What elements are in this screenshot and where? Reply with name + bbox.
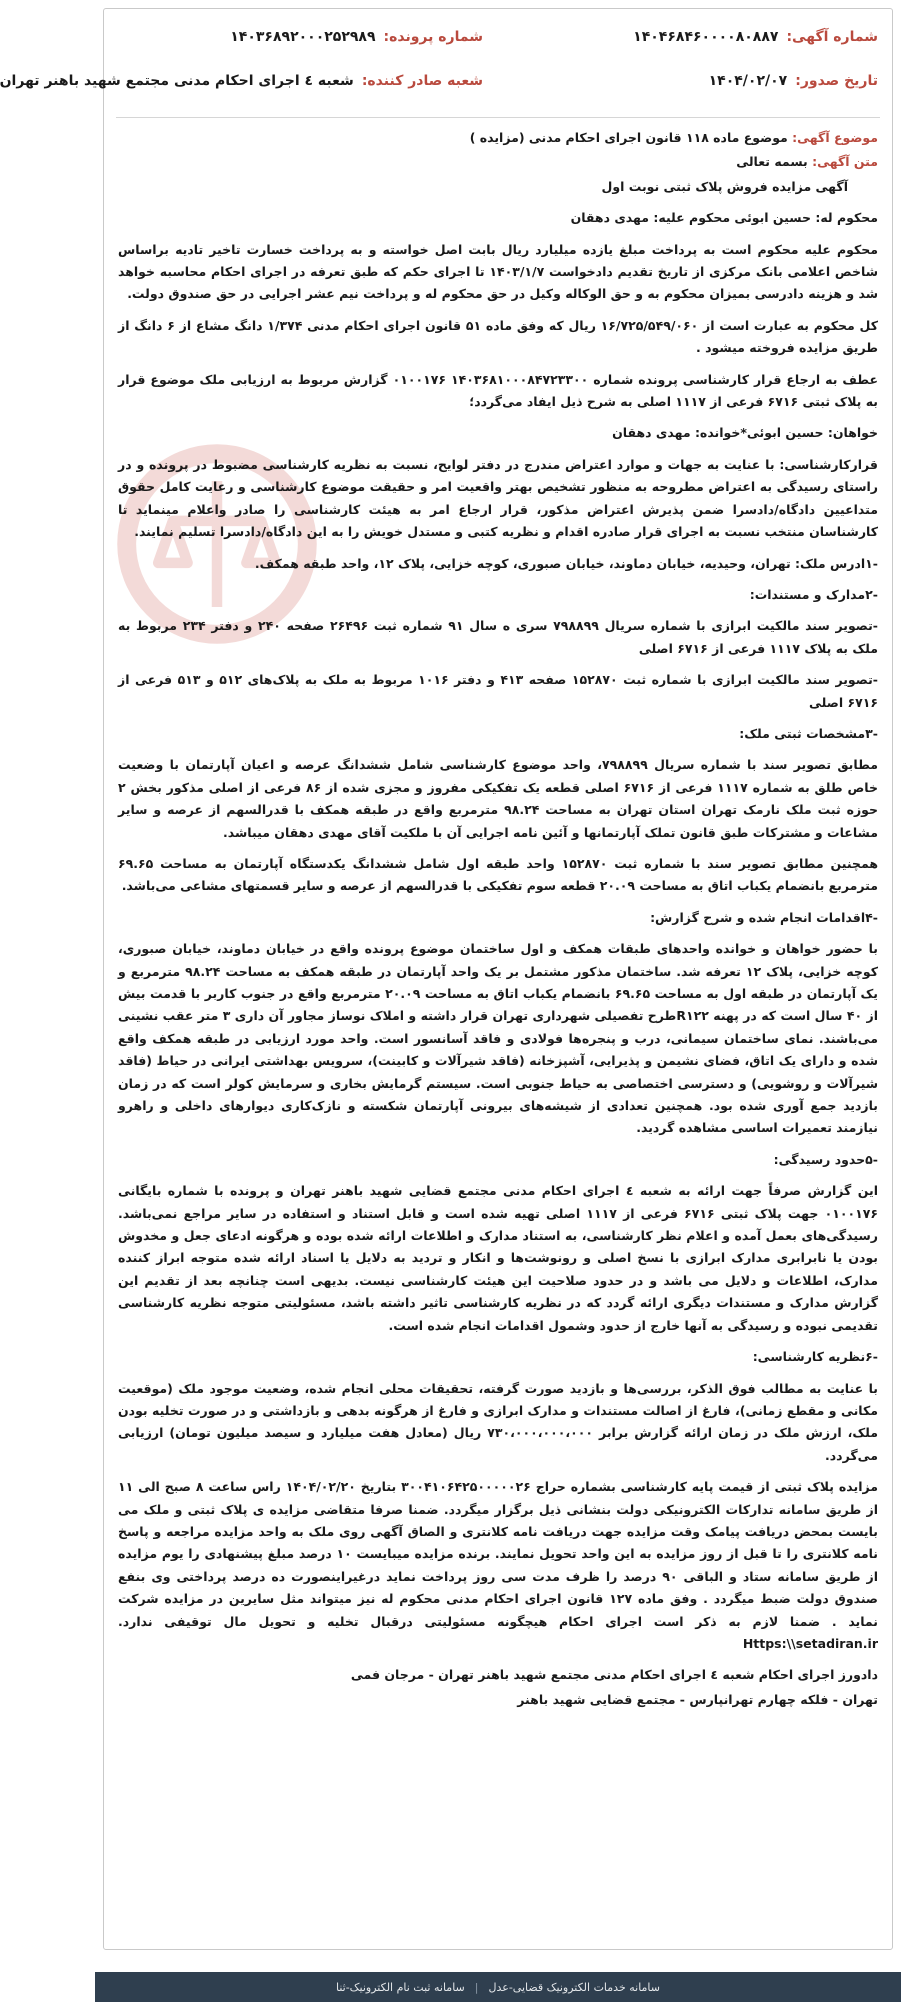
paragraph-inspection: با حضور خواهان و خوانده واحدهای طبقات همکف و اول ساختمان موضوع پرونده واقع در خیابان دماوند، خیابان صبوری، کوچه خزایی، پلاک ۱۲ تعرفه شد. ساختمان مذکور مشتمل بر یک واحد آپارتمان در طبقه همکف به مساحت ۹۸.۲۴ مترمربع و یک آپارتمان در طبقه اول به مساحت ۶۹.۶۵ بانضمام یکباب اتاق به مساحت ۲۰.۰۹ مترمربع واقع در جنوب کاربر با قدمت بیش از ۴۰ سال است که در پهنه R۱۲۲طرح تفصیلی شهرداری تهران قرار داشته و املاک نوساز مجاور آن داری ۳ متر عقب نشینی می‌باشند. نمای ساختمان سیمانی، درب و پنجره‌ها فولادی و فاقد آسانسور است. واحد مورد ارزیابی در طبقه همکف واقع شده و دارای یک اتاق، فضای نشیمن و پذیرایی، آشپزخانه (فاقد شیرآلات و کابینت)، سرویس بهداشتی ایرانی در حیاط (فاقد شیرآلات و روشویی) و دسترسی اختصاصی به حیاط جنوبی است. سیستم گرمایش بخاری و سرمایش کولر است که در زمان بازدید جمع آوری شده بود. همچنین تعدادی از شیشه‌های بیرونی آپارتمان شکسته و نازک‌کاری دیوارهای داخلی و راهرو نیازمند تعمیرات اساسی مشاهده گردید. (118, 941, 878, 1136)
paragraph-deed-2: -تصویر سند مالکیت ابرازی با شماره ثبت ۱۵۲۸۷۰ صفحه ۴۱۳ و دفتر ۱۰۱۶ مربوط به ملک به پلاک‌های ۵۱۲ و ۵۱۳ فرعی از ۶۷۱۶ اصلی (118, 672, 878, 710)
section-documents: -۲مدارک و مستندات: (749, 586, 878, 602)
paragraph-registry-2: همچنین مطابق تصویر سند با شماره ثبت ۱۵۲۸۷۰ واحد طبقه اول شامل ششدانگ یکدستگاه آپارتمان به مساحت ۶۹.۶۵ مترمربع بانضمام یکباب اتاق به مساحت ۲۰.۰۹ قطعه سوم تفکیکی با قدرالسهم از عرصه و سایر قسمتهای مشاعی می‌باشد. (118, 855, 878, 894)
notice-heading: آگهی مزایده فروش پلاک ثبتی نوبت اول (601, 178, 848, 194)
signature-line: دادورز اجرای احکام شعبه ٤ اجرای احکام مدنی مجتمع شهید باهنر تهران - مرجان فمی (350, 1667, 878, 1683)
notice-card (0, 8, 893, 1950)
paragraph-parties: خواهان: حسین ابوئی*خوانده: مهدی دهقان (612, 425, 878, 441)
section-registry: -۳مشخصات ثبتی ملک: (739, 725, 878, 741)
subject-line: موضوع آگهی: موضوع ماده ۱۱۸ قانون اجرای احکام مدنی (مزایده ) (469, 130, 878, 145)
paragraph-expert-referral: عطف به ارجاع قرار کارشناسی پرونده شماره ۱۴۰۳۶۸۱۰۰۰۸۴۷۲۳۳۰۰ ۰۱۰۰۱۷۶ گزارش مربوط به ارزیابی ملک موضوع قرار به پلاک ثبتی ۶۷۱۶ فرعی از ۱۱۱۷ اصلی به شرح ذیل ایفاد می‌گردد؛ (118, 371, 878, 410)
case-number: شماره پرونده: ۱۴۰۳۶۸۹۲۰۰۰۲۵۲۹۸۹ (230, 29, 483, 45)
ad-number: شماره آگهی: ۱۴۰۴۶۸۴۶۰۰۰۰۸۰۸۸۷ (633, 29, 878, 45)
paragraph-scope: این گزارش صرفاً جهت ارائه به شعبه ٤ اجرای احکام مدنی مجتمع قضایی شهید باهنر تهران و پرونده با شماره بایگانی ۰۱۰۰۱۷۶ جهت پلاک ثبتی ۶۷۱۶ فرعی از ۱۱۱۷ اصلی تهیه شده است و قابل استناد و استفاده در سایر مراجع نمی‌باشد. رسیدگی‌های بعمل آمده و اعلام نظر کارشناسی، به استناد مدارک و اطلاعات ارائه شده بوده و هرگونه ادعای جعل و مخدوش بودن یا نابرابری مدارک ابرازی با نسخ اصلی و رونوشت‌ها و انکار و تردید به دلایل یا اسناد ارائه شده متوجه ابراز کننده مدارک، اطلاعات و دلایل می باشد و در حدود صلاحیت این هیئت کارشناسی نیست. بدیهی است چنانچه بعد از تقدیم این گزارش مدارک و مستندات دیگری ارائه گردد که در نظریه کارشناسی تاثیر داشته باشد، مسئولیتی متوجه نظریه کارشناسی تقدیمی نبوده و رسیدگی به آنها خارج از حدود وشمول اقدامات انجام شده است. (118, 1183, 878, 1333)
footer-link-adl[interactable]: سامانه خدمات الکترونیک قضایی-عدل (488, 1980, 661, 1994)
text-label-line: متن آگهی: بسمه تعالی (736, 154, 878, 170)
section-opinion: -۶نظریه کارشناسی: (752, 1349, 878, 1365)
paragraph-total-amount: کل محکوم به عبارت است از ۱۶/۷۲۵/۵۴۹/۰۶۰ ریال که وفق ماده ۵۱ قانون اجرای احکام مدنی ۱/۳۷۴ دانگ مشاع از ۶ دانگ از طریق مزایده فروخته میشود . (118, 317, 878, 356)
issue-date: تاریخ صدور: ۱۴۰۴/۰۲/۰۷ (708, 73, 878, 89)
section-actions: -۴اقدامات انجام شده و شرح گزارش: (650, 909, 878, 925)
issuing-branch: شعبه صادر کننده: شعبه ٤ اجرای احکام مدنی مجتمع شهید باهنر تهران (0, 73, 483, 89)
address-line: تهران - فلکه چهارم تهرانپارس - مجتمع قضایی شهید باهنر (517, 1691, 878, 1707)
setadiran-link[interactable]: Https:\\setadiran.ir (742, 1635, 878, 1651)
parties-line: محکوم له: حسین ابوئی محکوم علیه: مهدی دهقان (570, 210, 878, 226)
notice-body (118, 127, 878, 1720)
paragraph-judgment: محکوم علیه محکوم است به پرداخت مبلغ یازده میلیارد ریال بابت اصل خواسته و به پرداخت خسارت تاخیر تادیه براساس شاخص اعلامی بانک مرکزی از تاریخ تقدیم دادخواست ۱۴۰۳/۱/۷ تا اجرای حکم که طبق تعرفه در اجرای احکام محاسبه خواهد شد و هزینه دادرسی بمیزان محکوم به و حق الوکاله وکیل در حق محکوم له و پرداخت نیم عشر اجرایی در حق صندوق دولت. (118, 241, 878, 302)
paragraph-expert-order: قرارکارشناسی: با عنایت به جهات و موارد اعتراض مندرج در دفتر لوایح، نسبت به نظریه کارشناسی مضبوط در پرونده و در راستای رسیدگی به اعتراض مطروحه به منظور تشخیص بهتر واقعیت امر و حقیقت موضوع کارشناسی و رعایت کامل حقوق متداعیین دادگاه/دادسرا ضمن پذیرش اعتراض مذکور، قرار ارجاع امر به هیئت کارشناسی را صادر واعلام مینماید تا کارشناسان منتخب نسبت به اجرای قرار صادره اقدام و نظریه کتبی و مستدل خویش را به این دادگاه/دادسرا تسلیم نمایند. (118, 456, 878, 540)
paragraph-valuation: با عنایت به مطالب فوق الذکر، بررسی‌ها و بازدید صورت گرفته، تحقیقات محلی انجام شده، وضعیت موجود ملک (موقعیت مکانی و مقطع زمانی)، فارغ از اصالت مستندات و مدارک ابرازی و فارغ از هرگونه بدهی و بازداشتی و در صورت تخلیه بودن ملک، ارزش ملک در زمان ارائه گزارش برابر ۷۳۰،۰۰۰،۰۰۰،۰۰۰ ریال (معادل هفت میلیارد و سیصد میلیون تومان) ارزیابی می‌گردد. (118, 1380, 878, 1463)
paragraph-address: -۱ادرس ملک: تهران، وحیدیه، خیابان دماوند، خیابان صبوری، کوچه خزایی، پلاک ۱۲، واحد طبقه همکف. (254, 555, 878, 571)
site-footer: سامانه خدمات الکترونیک قضایی-عدل | سامانه ثبت نام الکترونیک-ثنا (95, 1972, 901, 2002)
header-divider (116, 117, 880, 118)
paragraph-auction-terms: مزایده پلاک ثبتی از قیمت پایه کارشناسی بشماره حراج ۳۰۰۴۱۰۶۴۲۵۰۰۰۰۰۲۶ بتاریخ ۱۴۰۴/۰۲/۲۰ راس ساعت ۸ صبح الی ۱۱ از طریق سامانه تدارکات الکترونیکی دولت بنشانی ذیل برگزار میگردد. ضمنا صرفا متقاضی مزایده ی پلاک ثبتی و ملک می بایست بمحض دریافت پیامک وقت مزایده جهت دریافت نامه کلانتری و الصاق آگهی روی ملک به واحد مزایده مراجعه و پاسخ نامه کلانتری را تا قبل از روز مزایده به این واحد تحویل نمایند. برنده مزایده میبایست ۱۰ درصد مبلغ پیشنهادی را یوم مزایده از طریق سامانه ستاد و الباقی ۹۰ درصد را ظرف مدت سی روز پرداخت نماید درغیراینصورت ده درصد پرداختی وی بنفع صندوق دولت ضبط میگردد . وفق ماده ۱۲۷ قانون اجرای احکام مدنی محکوم له نیز میتواند مثل سایرین در مزایده شرکت نماید . ضمنا لازم به ذکر است اجرای احکام هیچگونه مسئولیتی درقبال تخلیه و تحویل مال توقیفی ندارد. Https:\\setadiran.ir (118, 1479, 878, 1651)
notice-header (0, 29, 878, 129)
paragraph-registry-1: مطابق تصویر سند با شماره سریال ۷۹۸۸۹۹، واحد موضوع کارشناسی شامل ششدانگ عرصه و اعیان آپارتمان با وضعیت خاص طلق به شماره ۱۱۱۷ فرعی از ۶۷۱۶ اصلی قطعه یک تفکیکی مفروز و مجزی شده از ۸۶ فرعی از اصلی مذکور بخش ۲ حوزه ثبت ملک نارمک تهران استان تهران به مساحت ۹۸.۲۴ مترمربع واقع در طبقه همکف با قدرالسهم از عرصه و سایر مشاعات و مشترکات طبق قانون تملک آپارتمانها و آئین نامه اجرایی آن با ملکیت آقای مهدی دهقان میباشد. (118, 757, 879, 840)
footer-link-sana[interactable]: سامانه ثبت نام الکترونیک-ثنا (335, 1980, 465, 1994)
section-scope: -۵حدود رسیدگی: (773, 1151, 878, 1167)
paragraph-deed-1: -تصویر سند مالکیت ابرازی با شماره سریال ۷۹۸۸۹۹ سری ه سال ۹۱ شماره ثبت ۲۶۴۹۶ صفحه ۲۴۰ و دفتر ۲۳۴ مربوط به ملک به پلاک ۱۱۱۷ فرعی از ۶۷۱۶ اصلی (118, 618, 878, 656)
